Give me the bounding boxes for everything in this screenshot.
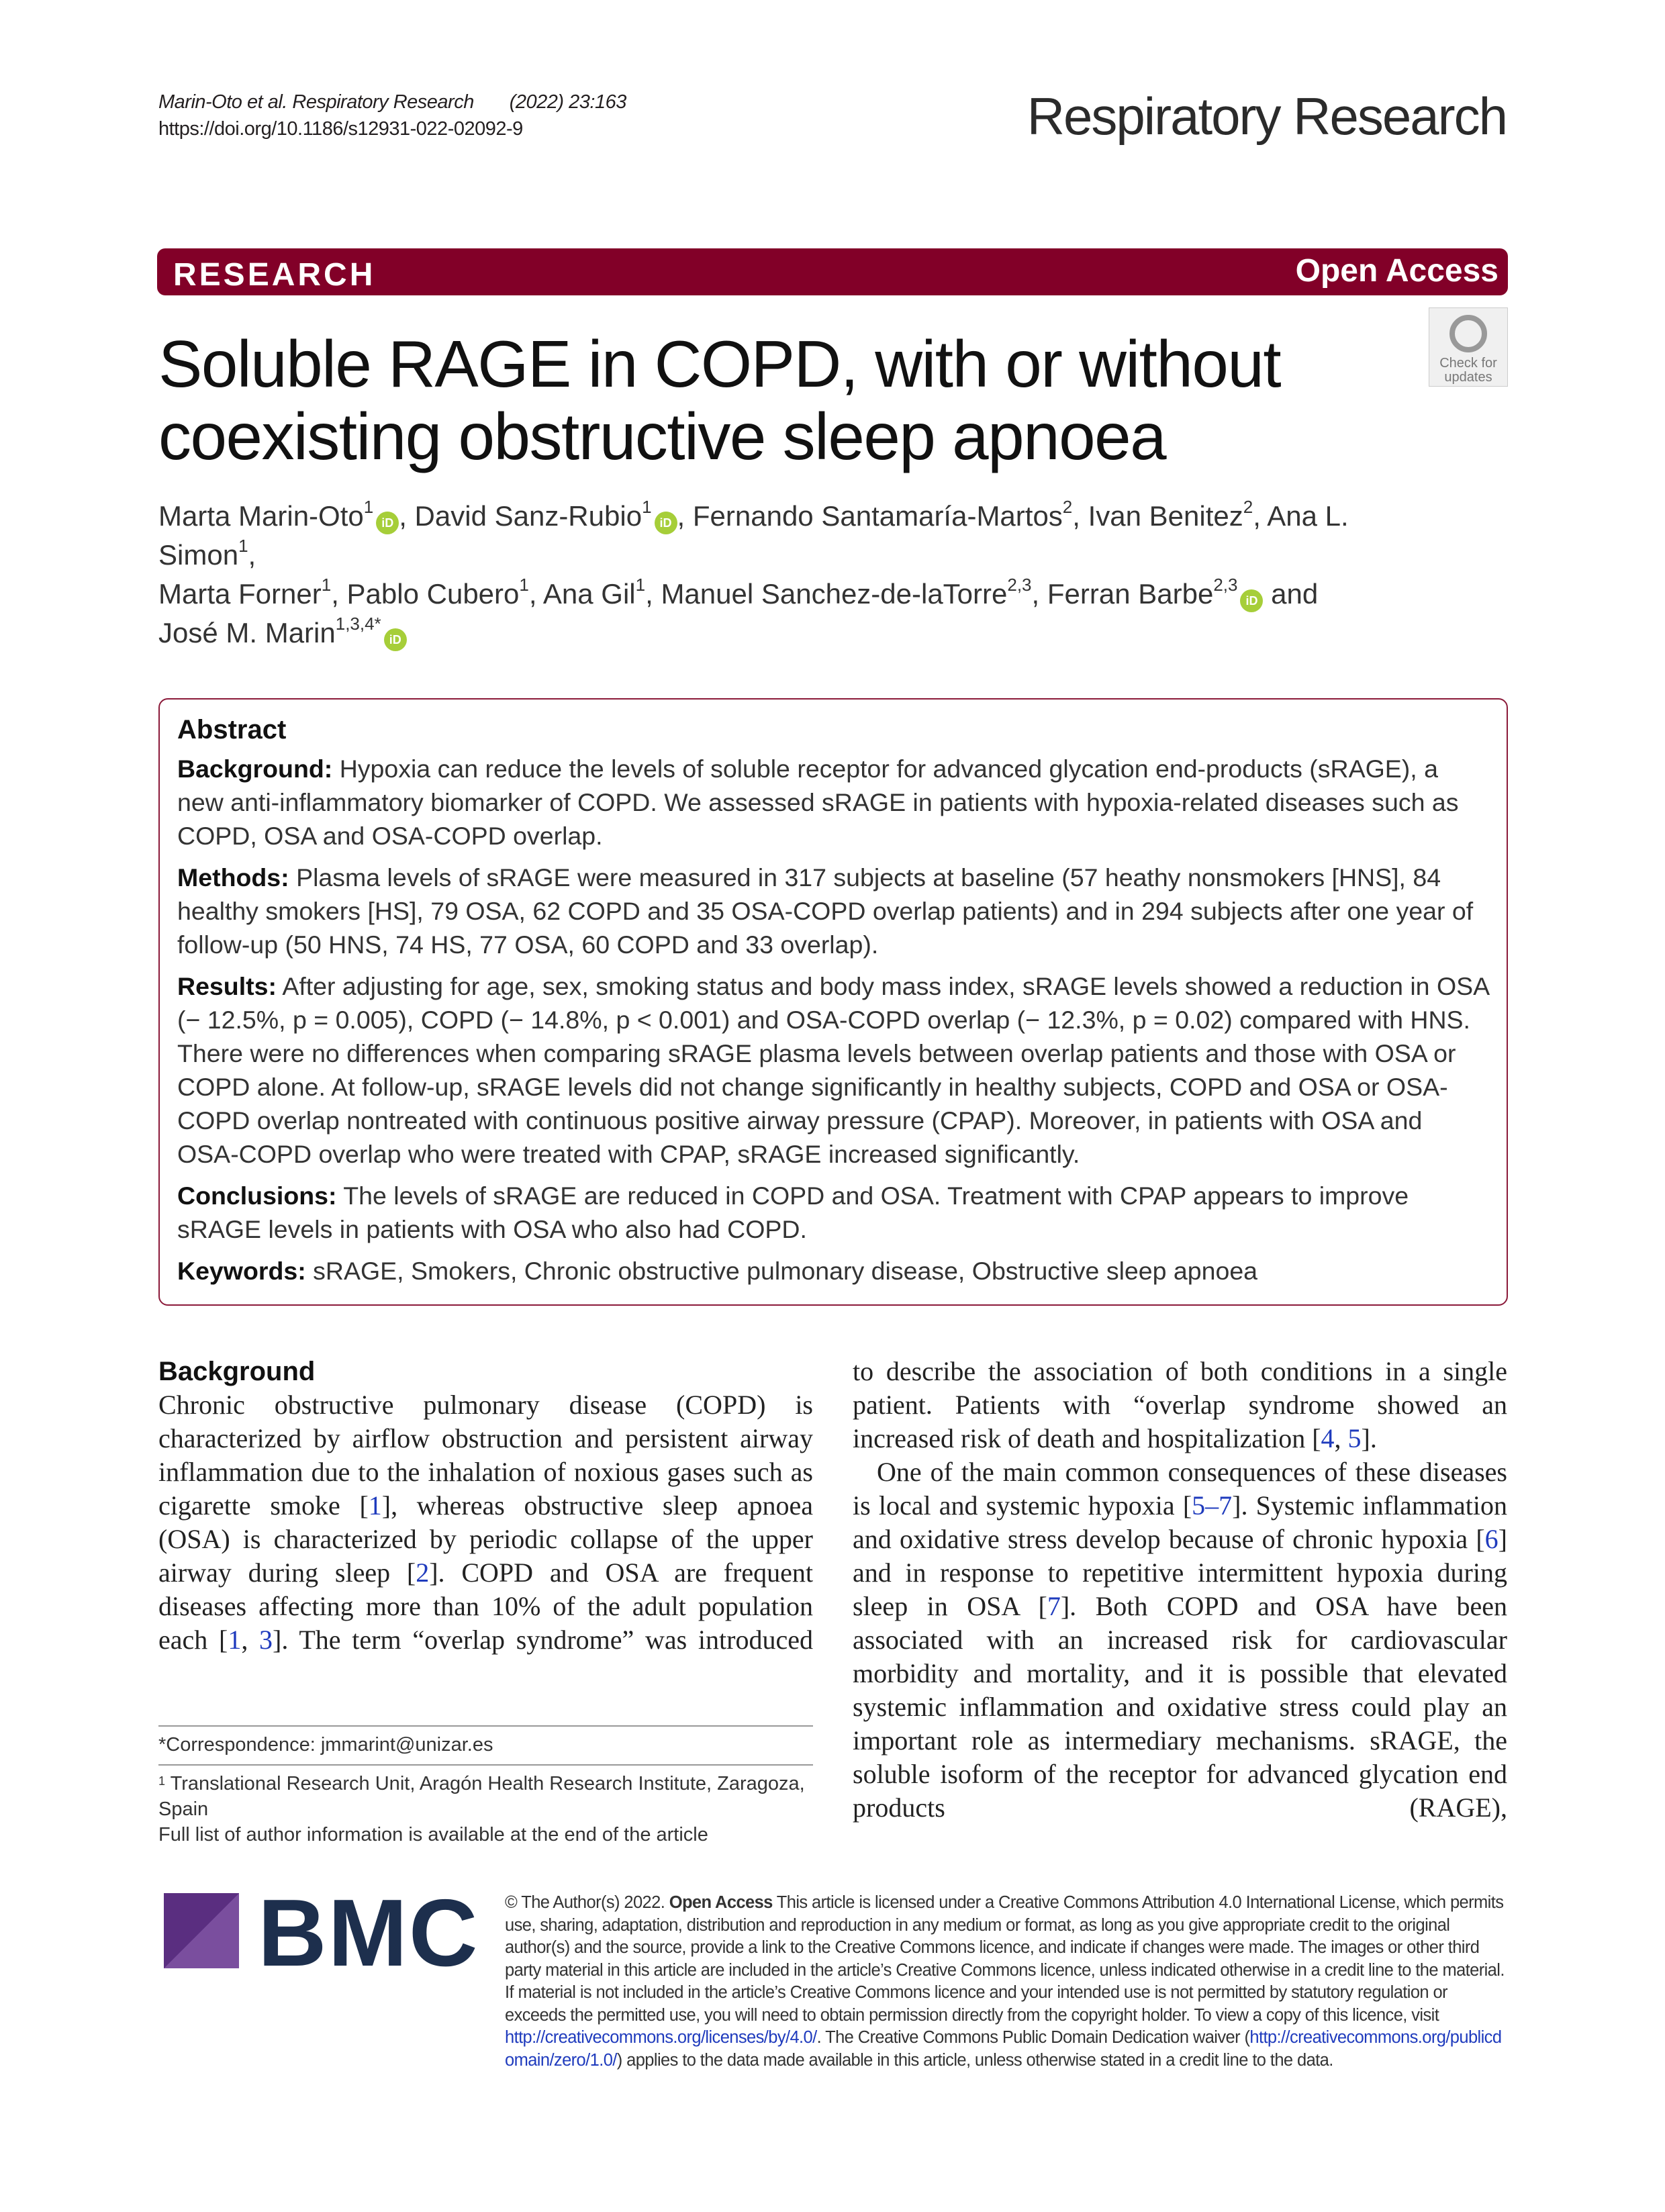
citation-authors: Marin-Oto et al. Respiratory Research: [158, 91, 474, 113]
citation-link[interactable]: 4: [1321, 1423, 1335, 1453]
author-separator: ,: [1253, 500, 1268, 532]
correspondence: *Correspondence: jmmarint@unizar.es: [158, 1734, 493, 1756]
text-run: ]. The term “overlap syndrome” was introduced: [273, 1625, 813, 1655]
author-name[interactable]: Fernando Santamaría-Martos: [692, 500, 1063, 532]
abstract-text: Plasma levels of sRAGE were measured in 317 subjects at baseline (57 heathy nonsmokers [HNS], 84 healthy smokers [HS], 79 OSA, 62 COPD and 35 OSA-COPD overlap patients) and in 294 subjects after one year of follow-up (50 HNS, 74 HS, 77 OSA, 60 COPD and 33 overlap).: [177, 863, 1474, 959]
abstract-text: The levels of sRAGE are reduced in COPD and OSA. Treatment with CPAP appears to improve sRAGE levels in patients with OSA who also had COPD.: [177, 1182, 1409, 1243]
doi-link[interactable]: https://doi.org/10.1186/s12931-022-02092-9: [158, 118, 523, 140]
text-run: ]. Systemic inflammation and oxidative stress develop because of chronic hypoxia [: [853, 1490, 1507, 1554]
author: [346, 575, 543, 610]
bmc-logo-mark-icon: [164, 1893, 239, 1968]
author-list: [158, 497, 1434, 653]
crossmark-icon: [1449, 315, 1487, 352]
abstract-text: Hypoxia can reduce the levels of soluble receptor for advanced glycation end-products (sRAGE), a new anti-inflammatory biomarker of COPD. We assessed sRAGE in patients with hypoxia-related diseases such as COPD, OSA and OSA-COPD overlap.: [177, 755, 1459, 850]
paragraph: [853, 1355, 1507, 1455]
abstract-label: Background:: [177, 755, 333, 783]
text-run: One of the main common consequences of these diseases is local and systemic hypoxia [: [853, 1457, 1507, 1521]
license-text: [505, 1892, 1509, 2072]
text-run: ,: [1334, 1423, 1348, 1453]
orcid-icon[interactable]: iD: [384, 628, 407, 651]
citation-link[interactable]: 3: [259, 1625, 273, 1655]
text-run: to describe the association of both conditions in a single patient. Patients with “overlap syndrome showed an increased risk of death and hospitalization [: [853, 1356, 1507, 1453]
open-access-label: Open Access: [1295, 253, 1498, 289]
citation-year: (2022) 23:163: [509, 91, 626, 113]
author-name[interactable]: Marta Marin-Oto: [158, 500, 364, 532]
abstract-heading: Abstract: [177, 715, 287, 744]
author-name[interactable]: David Sanz-Rubio: [414, 500, 643, 532]
text-run: ]. COPD and OSA are frequent diseases affecting more than 10% of the adult population each [: [158, 1557, 813, 1655]
citation-link[interactable]: 1: [228, 1625, 242, 1655]
section-heading-background: Background: [158, 1357, 316, 1386]
license-body: This article is licensed under a Creative Commons Attribution 4.0 International License, which permits use, sharing, adaptation, distribution and reproduction in any medium or format, as long as you give appropriate credit to the original author(s) and the source, provide a link to the Creative Commons licence, and indicate if changes were made. The images or other third party material in this article are included in the article’s Creative Commons licence, unless indicated otherwise in a credit line to the material. If material is not included in the article’s Creative Commons licence and your intended use is not permitted by statutory regulation or exceeds the permitted use, you will need to obtain permission directly from the copyright holder. To view a copy of this licence, visit: [505, 1893, 1505, 2025]
paragraph: [853, 1455, 1507, 1825]
author-affiliation-sup: 1: [519, 575, 529, 595]
abstract-box: [158, 698, 1508, 1306]
orcid-icon[interactable]: iD: [655, 512, 677, 534]
citation-link[interactable]: 1: [368, 1490, 382, 1521]
author: [692, 497, 1088, 532]
cc-by-link[interactable]: http://creativecommons.org/licenses/by/4.0/: [505, 2028, 817, 2047]
abstract-section: [177, 969, 1489, 1171]
author-name[interactable]: Ana L. Simon: [158, 500, 1349, 571]
license-body-2: . The Creative Commons Public Domain Dedication waiver (: [816, 2028, 1250, 2047]
author-name[interactable]: Marta Forner: [158, 578, 322, 610]
author: [661, 575, 1047, 610]
author-name[interactable]: Ivan Benitez: [1088, 500, 1243, 532]
abstract-label: Keywords:: [177, 1257, 306, 1285]
citation-link[interactable]: 5: [1347, 1423, 1362, 1453]
affiliation-text: Translational Research Unit, Aragón Health Research Institute, Zaragoza, Spain: [158, 1773, 805, 1820]
author-affiliation-sup: 1: [642, 497, 652, 517]
copyright: © The Author(s) 2022.: [505, 1893, 665, 1912]
author-affiliation-sup: 1: [363, 497, 374, 517]
body-column-left: [158, 1355, 813, 1657]
author-separator: ,: [399, 500, 415, 532]
author: [158, 575, 347, 610]
badge-line2: updates: [1444, 370, 1492, 385]
abstract-label: Methods:: [177, 863, 289, 892]
author: [1088, 497, 1268, 532]
full-list-note: Full list of author information is available at the end of the article: [158, 1824, 708, 1845]
text-run: ]. Both COPD and OSA have been associated with an increased risk for cardiovascular morbidity and mortality, and it is possible that elevated systemic inflammation and oxidative stress could play an important role as intermediary mechanisms. sRAGE, the soluble isoform of the receptor for advanced glycation end products (RAGE),: [853, 1591, 1507, 1823]
author-separator: ,: [677, 500, 693, 532]
author-name[interactable]: Ferran Barbe: [1047, 578, 1214, 610]
text-run: Chronic obstructive pulmonary disease (COPD) is characterized by airflow obstruction and persistent airway inflammation due to the inhalation of noxious gases such as cigarette smoke [: [158, 1390, 813, 1521]
abstract-section: [177, 861, 1489, 961]
text-run: ] and in response to repetitive intermittent hypoxia during sleep in OSA [: [853, 1524, 1507, 1621]
author-affiliation-sup: 2,3: [1213, 575, 1238, 595]
body-column-right: [853, 1355, 1507, 1825]
author-name[interactable]: José M. Marin: [158, 617, 336, 648]
bmc-logo-text: BMC: [258, 1880, 479, 1986]
author-name[interactable]: Ana Gil: [542, 578, 636, 610]
abstract-section: [177, 1254, 1489, 1288]
author: [414, 497, 693, 532]
affiliation: [158, 1766, 813, 1822]
abstract-label: Conclusions:: [177, 1182, 337, 1210]
author: [158, 614, 407, 648]
cc-zero-link[interactable]: http://creativecommons.org/publicdomain/zero/1.0/: [505, 2028, 1502, 2070]
title-line1: Soluble RAGE in COPD, with or without: [158, 327, 1281, 401]
orcid-icon[interactable]: iD: [376, 512, 399, 534]
author-affiliation-sup: 1: [238, 536, 248, 556]
author: [1047, 575, 1319, 610]
abstract-label: Results:: [177, 972, 277, 1000]
author-separator: ,: [645, 578, 661, 610]
affiliation-sup: 1: [158, 1774, 166, 1788]
citation-link[interactable]: 7: [1047, 1591, 1061, 1621]
text-run: ], whereas obstructive sleep apnoea (OSA) is characterized by periodic collapse of the upper airway during sleep [: [158, 1490, 813, 1588]
author-affiliation-sup: 2,3: [1007, 575, 1032, 595]
running-header: [158, 89, 626, 142]
text-run: ,: [241, 1625, 260, 1655]
check-for-updates-button[interactable]: [1429, 307, 1508, 387]
author-separator: ,: [1072, 500, 1088, 532]
citation-link[interactable]: 6: [1484, 1524, 1498, 1554]
author-name[interactable]: Pablo Cubero: [346, 578, 520, 610]
author-separator: ,: [331, 578, 347, 610]
author-affiliation-sup: 1: [321, 575, 332, 595]
license-open-access: Open Access: [669, 1893, 773, 1912]
text-run: ].: [1361, 1423, 1377, 1453]
orcid-icon[interactable]: iD: [1240, 589, 1263, 612]
citation-link[interactable]: 2: [416, 1557, 430, 1588]
article-type: RESEARCH: [173, 257, 376, 293]
footnotes: [158, 1725, 813, 1847]
abstract-section: [177, 752, 1489, 853]
author-separator: and: [1263, 578, 1319, 610]
author-affiliation-sup: 2: [1243, 497, 1253, 517]
paragraph: [158, 1388, 813, 1657]
article-title: [158, 328, 1280, 473]
author-separator: ,: [248, 539, 256, 571]
journal-title: Respiratory Research: [1027, 87, 1507, 146]
author-name[interactable]: Manuel Sanchez-de-laTorre: [661, 578, 1008, 610]
badge-line1: Check for: [1439, 356, 1497, 371]
author-separator: ,: [528, 578, 543, 610]
author-affiliation-sup: 2: [1062, 497, 1073, 517]
article-type-banner: [157, 248, 1508, 295]
citation-link[interactable]: 5–7: [1192, 1490, 1233, 1521]
author-affiliation-sup: 1: [635, 575, 646, 595]
title-line2: coexisting obstructive sleep apnoea: [158, 399, 1166, 473]
abstract-text: sRAGE, Smokers, Chronic obstructive pulmonary disease, Obstructive sleep apnoea: [313, 1257, 1258, 1285]
author: [158, 497, 415, 532]
bmc-logo: [164, 1880, 479, 1986]
abstract-text: After adjusting for age, sex, smoking status and body mass index, sRAGE levels showed a reduction in OSA (− 12.5%, p = 0.005), COPD (− 14.8%, p < 0.001) and OSA-COPD overlap (− 12.3%, p = 0.02) compared with HNS. There were no differences when comparing sRAGE plasma levels between overlap patients and those with OSA or COPD alone. At follow-up, sRAGE levels did not change significantly in healthy subjects, COPD and OSA or OSA-COPD overlap nontreated with continuous positive airway pressure (CPAP). Moreover, in patients with OSA and OSA-COPD overlap who were treated with CPAP, sRAGE increased significantly.: [177, 972, 1489, 1168]
author-separator: ,: [1031, 578, 1047, 610]
author: [542, 575, 661, 610]
author-affiliation-sup: 1,3,4*: [335, 614, 381, 634]
abstract-section: [177, 1179, 1489, 1246]
license-body-3: ) applies to the data made available in this article, unless otherwise stated in a credit line to the data.: [616, 2050, 1333, 2070]
